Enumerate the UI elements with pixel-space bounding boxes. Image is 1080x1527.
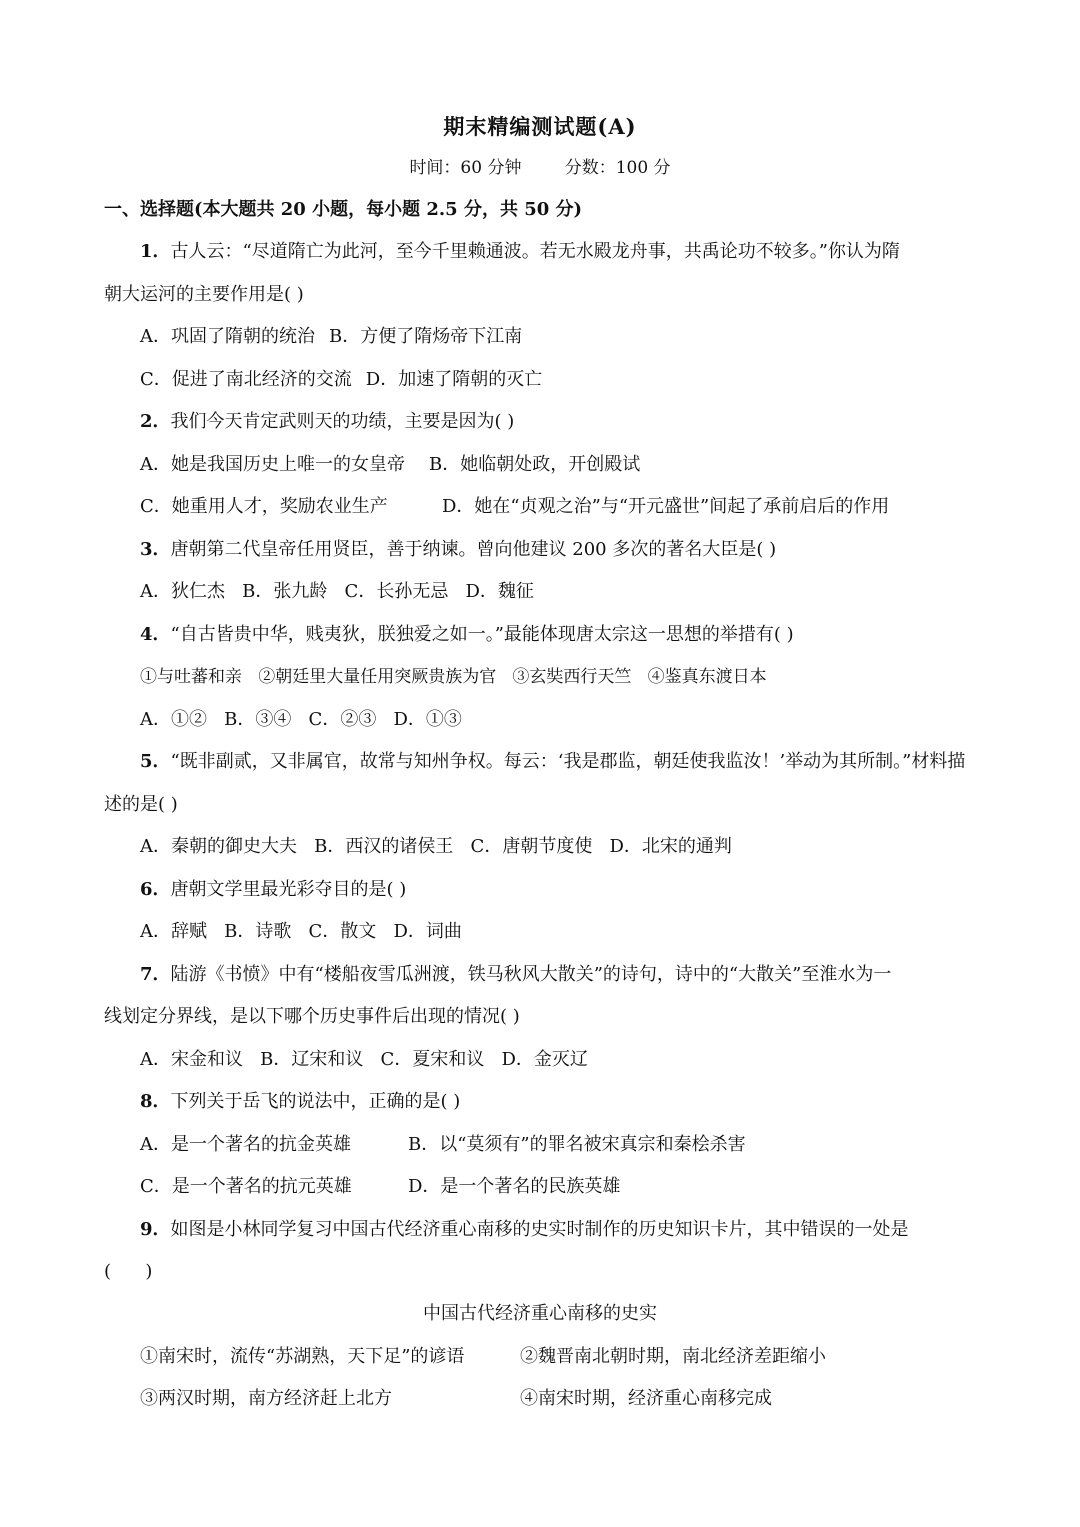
question-3-number: 3． — [140, 539, 171, 560]
question-8-option-b: B．以“莫须有”的罪名被宋真宗和秦桧杀害 — [408, 1134, 746, 1155]
question-3-line1 — [140, 538, 776, 562]
question-5-text: “既非副贰，又非属官，故常与知州争权。每云：‘我是郡监，朝廷使我监汝！’举动为其所制。”材料描 — [170, 751, 966, 772]
question-4-statements: ①与吐蕃和亲 ②朝廷里大量任用突厥贵族为官 ③玄奘西行天竺 ④鉴真东渡日本 — [140, 667, 767, 687]
question-4-number: 4． — [140, 624, 171, 645]
question-2-option-d: D．她在“贞观之治”与“开元盛世”间起了承前启后的作用 — [442, 496, 890, 517]
question-9-line1 — [140, 1218, 909, 1242]
knowledge-card-item-3: ③两汉时期，南方经济赶上北方 — [140, 1388, 392, 1409]
question-5-line1 — [140, 750, 965, 774]
question-1-options-ab — [140, 325, 522, 349]
question-1-option-b: B．方便了隋炀帝下江南 — [329, 326, 523, 347]
question-6-line1 — [140, 878, 406, 902]
question-8-option-d: D．是一个著名的民族英雄 — [408, 1176, 621, 1197]
question-1-line1 — [140, 240, 900, 264]
knowledge-card-item-4: ④南宋时期，经济重心南移完成 — [520, 1388, 772, 1409]
page-title: 期末精编测试题(A) — [443, 114, 637, 139]
question-8-text: 下列关于岳飞的说法中，正确的是( ) — [170, 1091, 461, 1112]
question-2-line1 — [140, 410, 514, 434]
question-1-option-a: A．巩固了隋朝的统治 — [140, 326, 315, 347]
section-heading: 一、选择题(本大题共 20 小题，每小题 2.5 分，共 50 分) — [104, 199, 583, 220]
question-6-number: 6． — [140, 879, 171, 900]
question-8-options-ab — [140, 1133, 746, 1157]
question-7-options: A．宋金和议 B．辽宋和议 C．夏宋和议 D．金灭辽 — [140, 1049, 588, 1070]
question-6-options: A．辞赋 B．诗歌 C．散文 D．词曲 — [140, 921, 462, 942]
question-7-line1 — [140, 963, 891, 987]
question-6-text: 唐朝文学里最光彩夺目的是( ) — [170, 879, 407, 900]
question-1-line2: 朝大运河的主要作用是( ) — [104, 284, 304, 305]
question-8-number: 8． — [140, 1091, 171, 1112]
question-7-text: 陆游《书愤》中有“楼船夜雪瓜洲渡，铁马秋风大散关”的诗句，诗中的“大散关”至淮水为一 — [170, 964, 892, 985]
knowledge-card-item-1: ①南宋时，流传“苏湖熟，天下足”的谚语 — [140, 1346, 465, 1367]
question-4-text: “自古皆贵中华，贱夷狄，朕独爱之如一。”最能体现唐太宗这一思想的举措有( ) — [170, 624, 794, 645]
question-1-number: 1． — [140, 241, 171, 262]
question-9-text: 如图是小林同学复习中国古代经济重心南移的史实时制作的历史知识卡片，其中错误的一处是 — [170, 1219, 909, 1240]
question-5-line2: 述的是( ) — [104, 794, 178, 815]
question-8-option-a: A．是一个著名的抗金英雄 — [140, 1134, 351, 1155]
question-2-options-ab — [140, 453, 640, 477]
question-3-text: 唐朝第二代皇帝任用贤臣，善于纳谏。曾向他建议 200 多次的著名大臣是( ) — [170, 539, 777, 560]
question-7-line2: 线划定分界线，是以下哪个历史事件后出现的情况( ) — [104, 1006, 520, 1027]
question-8-options-cd — [140, 1175, 620, 1199]
question-2-options-cd — [140, 495, 889, 519]
question-1-text: 古人云：“尽道隋亡为此河，至今千里赖通波。若无水殿龙舟事，共禹论功不较多。”你认为隋 — [170, 241, 900, 262]
question-1-option-d: D．加速了隋朝的灭亡 — [365, 369, 543, 390]
knowledge-card-title: 中国古代经济重心南移的史实 — [423, 1303, 657, 1324]
question-4-line1 — [140, 623, 794, 647]
question-1-option-c: C．促进了南北经济的交流 — [140, 369, 352, 390]
question-2-option-b: B．她临朝处政，开创殿试 — [429, 454, 641, 475]
question-2-option-c: C．她重用人才，奖励农业生产 — [140, 496, 388, 517]
exam-time-score: 时间：60 分钟 分数：100 分 — [409, 158, 671, 178]
question-2-option-a: A．她是我国历史上唯一的女皇帝 — [140, 454, 405, 475]
question-8-option-c: C．是一个著名的抗元英雄 — [140, 1176, 352, 1197]
question-8-line1 — [140, 1090, 460, 1114]
question-2-text: 我们今天肯定武则天的功绩，主要是因为( ) — [170, 411, 515, 432]
question-1-options-cd — [140, 368, 542, 392]
question-3-options: A．狄仁杰 B．张九龄 C．长孙无忌 D．魏征 — [140, 581, 534, 602]
knowledge-card-item-2: ②魏晋南北朝时期，南北经济差距缩小 — [520, 1346, 826, 1367]
question-7-number: 7． — [140, 964, 171, 985]
question-9-line2: ( ) — [104, 1261, 153, 1282]
question-4-options: A．①② B．③④ C．②③ D．①③ — [140, 709, 462, 730]
question-2-number: 2． — [140, 411, 171, 432]
question-9-number: 9． — [140, 1219, 171, 1240]
question-5-number: 5． — [140, 751, 171, 772]
question-5-options: A．秦朝的御史大夫 B．西汉的诸侯王 C．唐朝节度使 D．北宋的通判 — [140, 836, 732, 857]
